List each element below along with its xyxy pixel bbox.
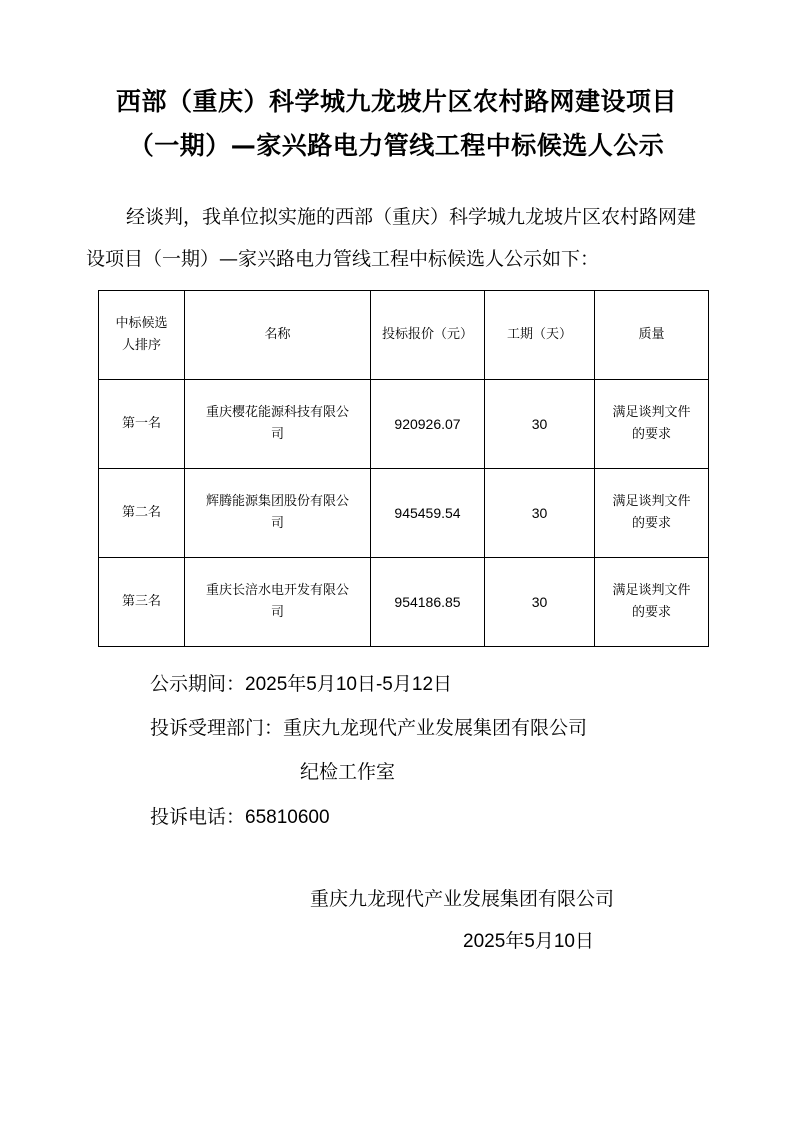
cell-name bbox=[185, 469, 371, 558]
header-rank-line1: 中标候选 bbox=[115, 316, 168, 331]
cell-rank: 第一名 bbox=[99, 380, 185, 469]
cell-quality-line1: 满足谈判文件 bbox=[612, 405, 691, 420]
cell-name-line1: 重庆长涪水电开发有限公 bbox=[205, 583, 349, 598]
table-row bbox=[99, 380, 709, 469]
complaint-phone bbox=[150, 802, 330, 829]
table-row bbox=[99, 469, 709, 558]
header-period: 工期（天） bbox=[485, 291, 595, 380]
table-row bbox=[99, 558, 709, 647]
signature-organization: 重庆九龙现代产业发展集团有限公司 bbox=[310, 888, 615, 910]
candidate-table bbox=[98, 290, 709, 647]
cell-period: 30 bbox=[485, 469, 595, 558]
header-price: 投标报价（元） bbox=[371, 291, 485, 380]
header-quality: 质量 bbox=[595, 291, 709, 380]
notice-period bbox=[150, 669, 452, 696]
cell-quality-line2: 的要求 bbox=[631, 427, 671, 442]
notice-period-label: 公示期间： bbox=[150, 673, 246, 695]
cell-name-line1: 重庆樱花能源科技有限公 bbox=[205, 405, 349, 420]
cell-name bbox=[185, 558, 371, 647]
notice-period-value: 2025年5月10日-5月12日 bbox=[245, 674, 453, 695]
cell-quality-line1: 满足谈判文件 bbox=[612, 583, 691, 598]
cell-price: 954186.85 bbox=[371, 558, 485, 647]
cell-name-line2: 司 bbox=[270, 605, 284, 620]
cell-rank: 第三名 bbox=[99, 558, 185, 647]
cell-period: 30 bbox=[485, 380, 595, 469]
cell-rank: 第二名 bbox=[99, 469, 185, 558]
cell-name-line1: 辉腾能源集团股份有限公 bbox=[205, 494, 349, 509]
cell-quality-line2: 的要求 bbox=[631, 605, 671, 620]
cell-price: 920926.07 bbox=[371, 380, 485, 469]
table-header-row bbox=[99, 291, 709, 380]
title-line-2: （一期）—家兴路电力管线工程中标候选人公示 bbox=[128, 131, 665, 160]
cell-name-line2: 司 bbox=[270, 427, 284, 442]
complaint-department-office: 纪检工作室 bbox=[300, 761, 396, 783]
complaint-phone-label: 投诉电话： bbox=[150, 806, 246, 828]
cell-quality bbox=[595, 469, 709, 558]
cell-quality-line2: 的要求 bbox=[631, 516, 671, 531]
cell-period: 30 bbox=[485, 558, 595, 647]
cell-price: 945459.54 bbox=[371, 469, 485, 558]
cell-name-line2: 司 bbox=[270, 516, 284, 531]
header-name: 名称 bbox=[185, 291, 371, 380]
cell-quality-line1: 满足谈判文件 bbox=[612, 494, 691, 509]
cell-quality bbox=[595, 558, 709, 647]
cell-quality bbox=[595, 380, 709, 469]
cell-name bbox=[185, 380, 371, 469]
header-rank-line2: 人排序 bbox=[121, 338, 161, 353]
header-rank bbox=[99, 291, 185, 380]
intro-text: 经谈判，我单位拟实施的西部（重庆）科学城九龙坡片区农村路网建设项目（一期）—家兴路电力管线工程中标候选人公示如下： bbox=[86, 206, 697, 270]
title-line-1: 西部（重庆）科学城九龙坡片区农村路网建设项目 bbox=[115, 87, 677, 116]
complaint-department-value: 重庆九龙现代产业发展集团有限公司 bbox=[283, 717, 588, 739]
document-title bbox=[0, 80, 793, 168]
signature-date: 2025年5月10日 bbox=[463, 931, 594, 952]
complaint-phone-value: 65810600 bbox=[245, 807, 330, 828]
complaint-department bbox=[150, 713, 587, 740]
complaint-department-label: 投诉受理部门： bbox=[150, 717, 284, 739]
intro-paragraph bbox=[86, 196, 708, 280]
